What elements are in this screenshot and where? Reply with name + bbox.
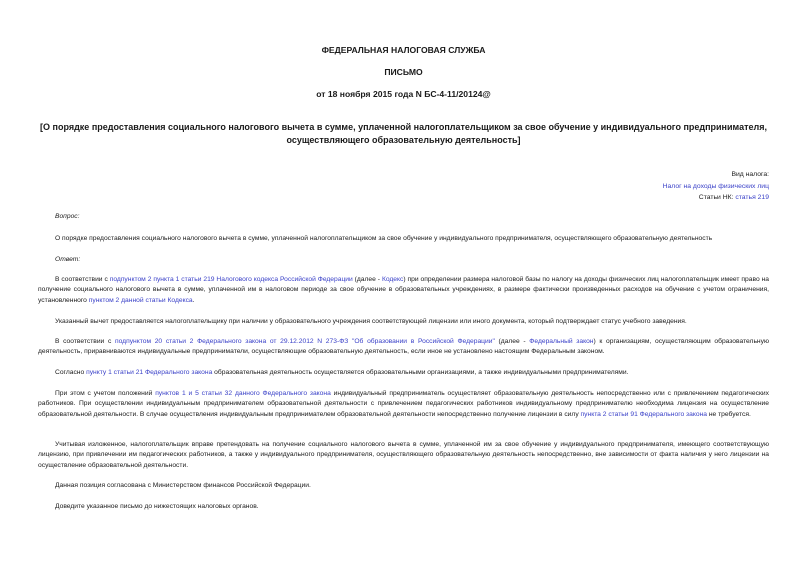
- p1-link-nk-219[interactable]: подпунктом 2 пункта 1 статьи 219 Налогового кодекса Российской Федерации: [109, 276, 353, 283]
- p5-text-3: не требуется.: [706, 410, 751, 418]
- paragraph-5: [38, 389, 769, 420]
- p3-text-2: (далее -: [494, 338, 530, 345]
- tax-type-link[interactable]: Налог на доходы физических лиц: [662, 183, 769, 190]
- p1-text-3: ) при определении размера налоговой базы по налогу на доходы физических лиц налогоплательщик имеет право на получение социального налогового вычета в сумме, уплаченной им в налоговом периоде за свое обучение в образовательных учреждениях, в размере фактически произведенных расходов на обучение с учетом ограничения, установленного: [38, 276, 769, 304]
- p5-text-2: индивидуальный предприниматель осуществляет образовательную деятельность непосредственно или с привлечением педагогических работников. При осуществлении индивидуальным предпринимателем образовательной деятельности с привлечением педагогических работников индивидуальному предпринимателю необходима лицензия на осуществление образовательной деятельности. В случае осуществления индивидуальным предпринимателем образовательной деятельности непосредственно получение лицензии в силу: [38, 390, 769, 418]
- question-text: О порядке предоставления социального налогового вычета в сумме, уплаченной налогоплательщиком за свое обучение у индивидуального предпринимателя, осуществляющего образовательную деятельность: [55, 235, 713, 242]
- answer-label: Ответ:: [55, 256, 81, 263]
- p3-link-law-273[interactable]: подпунктом 20 статьи 2 Федерального закона от 29.12.2012 N 273-ФЗ "Об образовании в Российской Федерации": [114, 338, 495, 345]
- document-subject: [О порядке предоставления социального налогового вычета в сумме, уплаченной налогоплательщиком за свое обучение у индивидуального предпринимателя, осуществляющего образовательную деятельность]: [40, 122, 767, 145]
- p1-text-1: В соответствии с: [55, 276, 110, 283]
- tax-type-row: [663, 183, 769, 190]
- paragraph-6: Учитывая изложенное, налогоплательщик вправе претендовать на получение социального налогового вычета в сумме, уплаченной им за свое обучение у индивидуального предпринимателя, имеющего соответствующую лицензию, при привлечении им педагогических работников, а также у индивидуального предпринимателя, осуществляющего образовательную деятельность непосредственно, вне зависимости от факта наличия у него лицензии на осуществление образовательной деятельности.: [38, 441, 769, 469]
- agency-title: ФЕДЕРАЛЬНАЯ НАЛОГОВАЯ СЛУЖБА: [321, 45, 486, 55]
- question-label: Вопрос:: [55, 213, 80, 220]
- p1-text-2: (далее -: [352, 276, 382, 283]
- paragraph-7: Данная позиция согласована с Министерством финансов Российской Федерации.: [55, 482, 311, 489]
- nk-label: Статьи НК:: [698, 194, 736, 201]
- p4-link-article-21[interactable]: пункту 1 статьи 21 Федерального закона: [86, 369, 213, 376]
- paragraph-3: [38, 337, 769, 358]
- p3-text-3: ) к организациям, осуществляющим образовательную деятельность, приравниваются индивидуальные предприниматели, осуществляющие образовательную деятельность, если иное не установлено настоящим Федеральным законом.: [38, 338, 769, 356]
- p1-text-4: .: [192, 296, 195, 304]
- p5-link-article-91[interactable]: пункта 2 статьи 91 Федерального закона: [580, 410, 707, 418]
- paragraph-1: [38, 275, 769, 306]
- p1-link-point-2[interactable]: пунктом 2 данной статьи Кодекса: [88, 296, 193, 304]
- paragraph-2: Указанный вычет предоставляется налогоплательщику при наличии у образовательного учреждения соответствующей лицензии или иного документа, который подтверждает статус учебного заведения.: [55, 318, 687, 325]
- document-type: ПИСЬМО: [384, 67, 423, 77]
- document-date-number: от 18 ноября 2015 года N БС-4-11/20124@: [316, 89, 491, 99]
- nk-article-link[interactable]: статья 219: [735, 194, 769, 201]
- p1-link-kodeks[interactable]: Кодекс: [381, 276, 404, 283]
- nk-articles-row: [699, 194, 769, 201]
- p3-link-federal-law[interactable]: Федеральный закон: [529, 338, 594, 345]
- p3-text-1: В соответствии с: [55, 338, 115, 345]
- paragraph-8: Доведите указанное письмо до нижестоящих налоговых органов.: [55, 503, 259, 510]
- p5-link-article-32[interactable]: пунктов 1 и 5 статьи 32 данного Федерального закона: [155, 390, 331, 397]
- p4-text-2: образовательная деятельность осуществляется образовательными организациями, а также индивидуальными предпринимателями.: [212, 369, 629, 376]
- tax-type-label: Вид налога:: [731, 171, 769, 178]
- paragraph-4: [38, 368, 769, 378]
- p4-text-1: Согласно: [55, 369, 87, 376]
- p5-text-1: При этом с учетом положений: [55, 390, 156, 397]
